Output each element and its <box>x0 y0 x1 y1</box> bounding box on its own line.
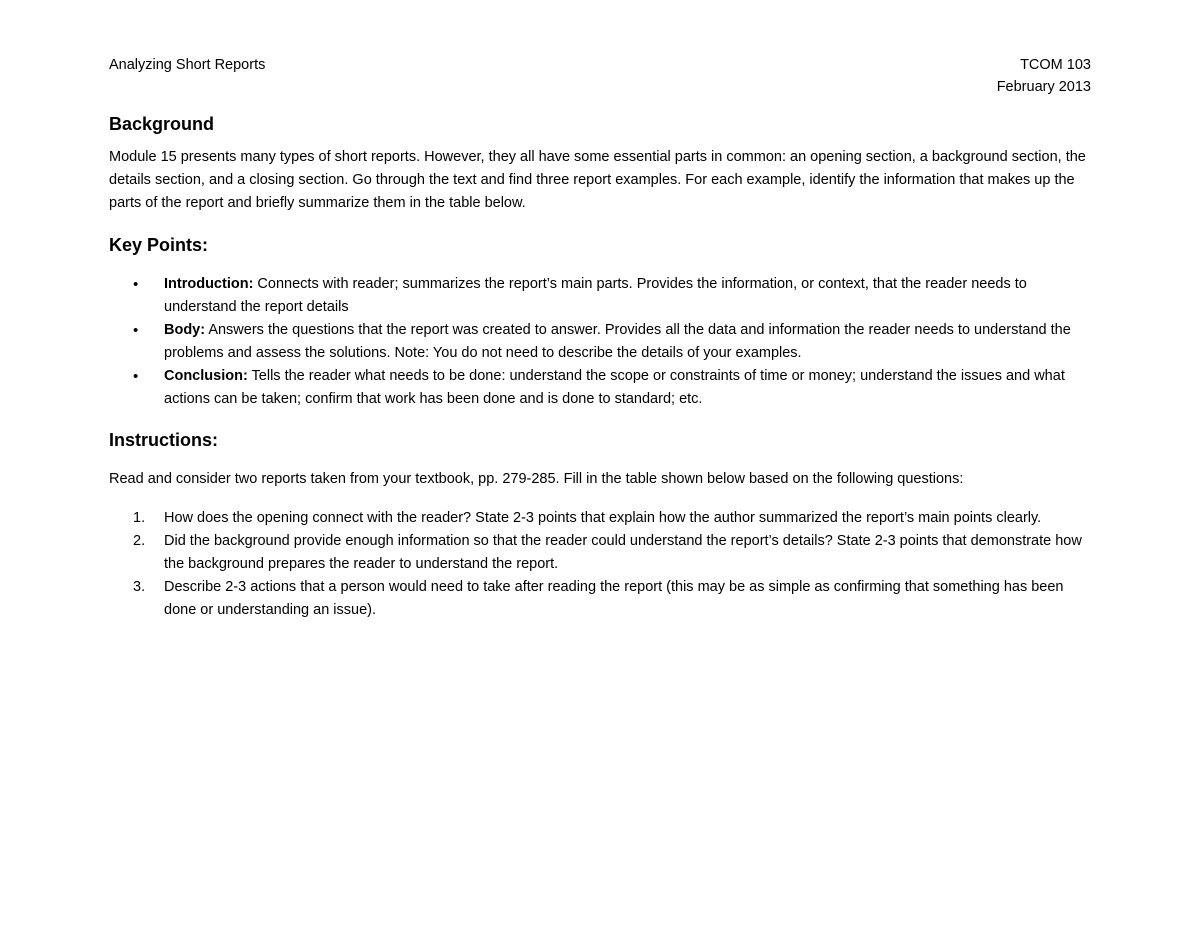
list-number: 1. <box>133 510 146 526</box>
list-number: 2. <box>133 533 146 549</box>
key-point-text: Tells the reader what needs to be done: understand the scope or constraints of time or money; understand the issues and what actions can be taken; confirm that work has been done and is done to standard; etc. <box>164 368 1065 407</box>
key-point-text: Connects with reader; summarizes the report’s main parts. Provides the information, or context, that the reader needs to understand the report details <box>164 276 1027 315</box>
document-title: Analyzing Short Reports <box>109 57 266 73</box>
document-page <box>109 54 1091 622</box>
bullet-icon: • <box>133 322 139 339</box>
key-point-term: Conclusion: <box>164 368 248 384</box>
key-point-introduction <box>109 273 1091 319</box>
course-code: TCOM 103 <box>1020 57 1091 73</box>
bullet-icon: • <box>133 276 139 293</box>
page-header <box>109 54 1091 100</box>
key-point-text: Answers the questions that the report was created to answer. Provides all the data and information the reader needs to understand the problems and assess the solutions. Note: You do not need to describe the details of your examples. <box>164 322 1071 361</box>
key-points-heading: Key Points: <box>109 235 209 255</box>
document-date: February 2013 <box>996 79 1091 95</box>
background-paragraph: Module 15 presents many types of short reports. However, they all have some essential parts in common: an opening section, a background section, the details section, and a closing section. Go through the text and find three report examples. For each example, identify the information that makes up the parts of the report and briefly summarize them in the table below. <box>109 149 1086 211</box>
instructions-list <box>109 507 1091 622</box>
course-info <box>997 54 1091 98</box>
instruction-item <box>109 507 1091 530</box>
background-heading: Background <box>109 114 215 134</box>
instructions-heading: Instructions: <box>109 430 219 450</box>
instructions-intro: Read and consider two reports taken from your textbook, pp. 279-285. Fill in the table shown below based on the following questions: <box>109 471 964 487</box>
instruction-item <box>109 576 1091 622</box>
key-point-conclusion <box>109 365 1091 411</box>
instruction-text: Did the background provide enough information so that the reader could understand the report’s details? State 2-3 points that demonstrate how the background prepares the reader to understand the report. <box>164 533 1082 572</box>
key-point-body <box>109 319 1091 365</box>
instruction-text: How does the opening connect with the reader? State 2-3 points that explain how the author summarized the report’s main points clearly. <box>164 510 1042 526</box>
key-points-list <box>109 273 1091 411</box>
instruction-text: Describe 2-3 actions that a person would need to take after reading the report (this may be as simple as confirming that something has been done or understanding an issue). <box>164 579 1064 618</box>
key-point-term: Introduction: <box>164 276 254 292</box>
list-number: 3. <box>133 579 146 595</box>
bullet-icon: • <box>133 368 139 385</box>
key-point-term: Body: <box>164 322 206 338</box>
instruction-item <box>109 530 1091 576</box>
